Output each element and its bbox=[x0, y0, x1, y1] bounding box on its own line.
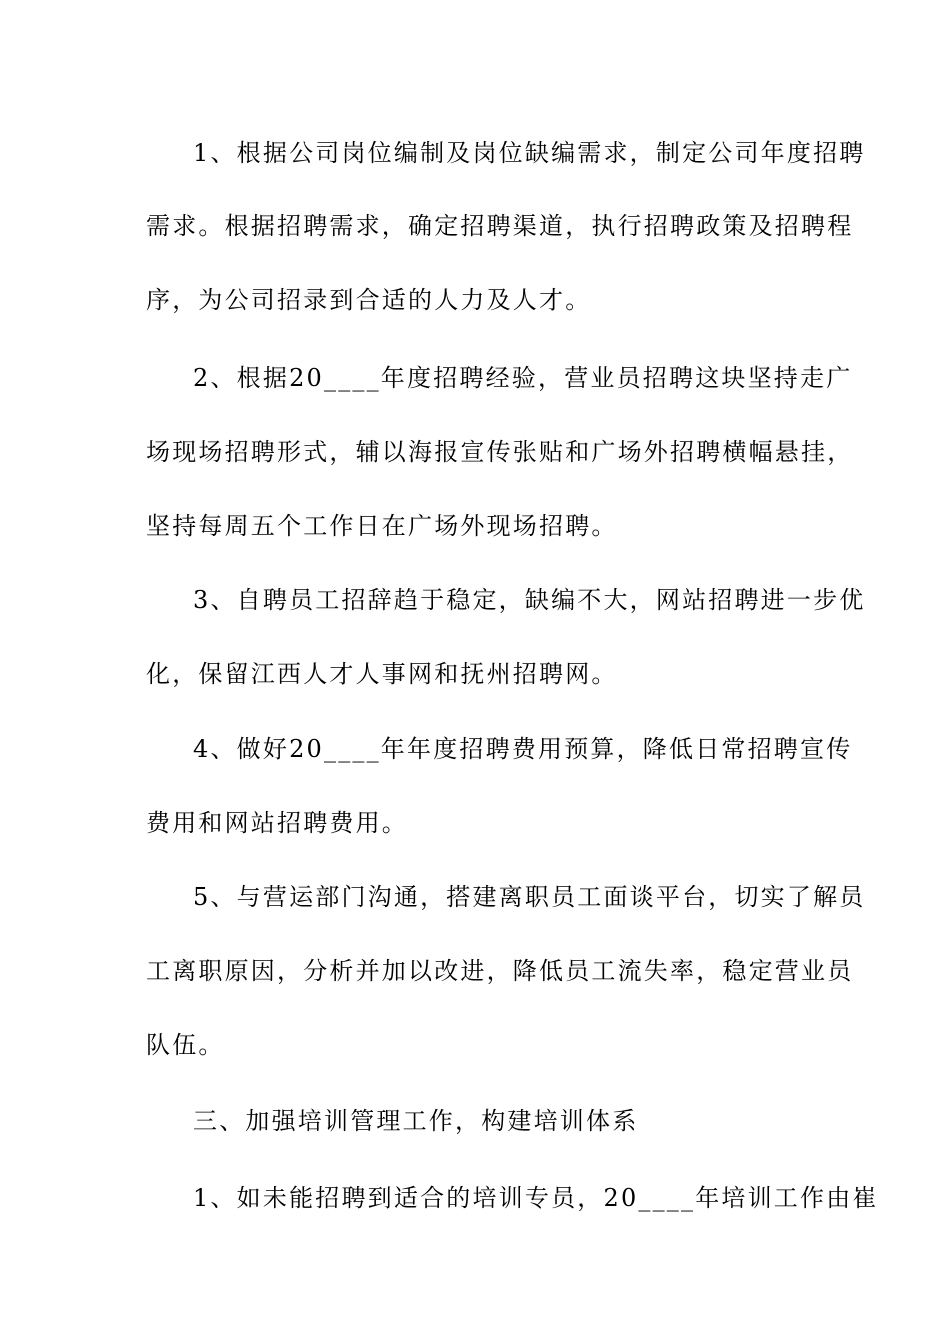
paragraph-2-line-2: 场现场招聘形式，辅以海报宣传张贴和广场外招聘横幅悬挂， bbox=[146, 438, 854, 466]
paragraph-1-line-2: 需求。根据招聘需求，确定招聘渠道，执行招聘政策及招聘程 bbox=[146, 212, 854, 240]
paragraph-1-line-3: 序，为公司招录到合适的人力及人才。 bbox=[146, 286, 592, 314]
paragraph-3-line-2: 化，保留江西人才人事网和抚州招聘网。 bbox=[146, 660, 618, 688]
paragraph-5-line-1: 5、与营运部门沟通，搭建离职员工面谈平台，切实了解员 bbox=[193, 883, 866, 911]
paragraph-2-line-1: 2、根据20____年度招聘经验，营业员招聘这块坚持走广 bbox=[193, 364, 853, 392]
paragraph-3-line-1: 3、自聘员工招辞趋于稳定，缺编不大，网站招聘进一步优 bbox=[193, 586, 866, 614]
section-heading: 三、加强培训管理工作，构建培训体系 bbox=[193, 1107, 639, 1135]
paragraph-2-line-3: 坚持每周五个工作日在广场外现场招聘。 bbox=[146, 512, 618, 540]
paragraph-5-line-2: 工离职原因，分析并加以改进，降低员工流失率，稳定营业员 bbox=[146, 957, 854, 985]
paragraph-6-line-1: 1、如未能招聘到适合的培训专员，20____年培训工作由崔 bbox=[193, 1184, 879, 1212]
paragraph-4-line-1: 4、做好20____年年度招聘费用预算，降低日常招聘宣传 bbox=[193, 735, 853, 763]
paragraph-4-line-2: 费用和网站招聘费用。 bbox=[146, 809, 408, 837]
paragraph-5-line-3: 队伍。 bbox=[146, 1031, 225, 1059]
paragraph-1-line-1: 1、根据公司岗位编制及岗位缺编需求，制定公司年度招聘 bbox=[193, 139, 866, 167]
